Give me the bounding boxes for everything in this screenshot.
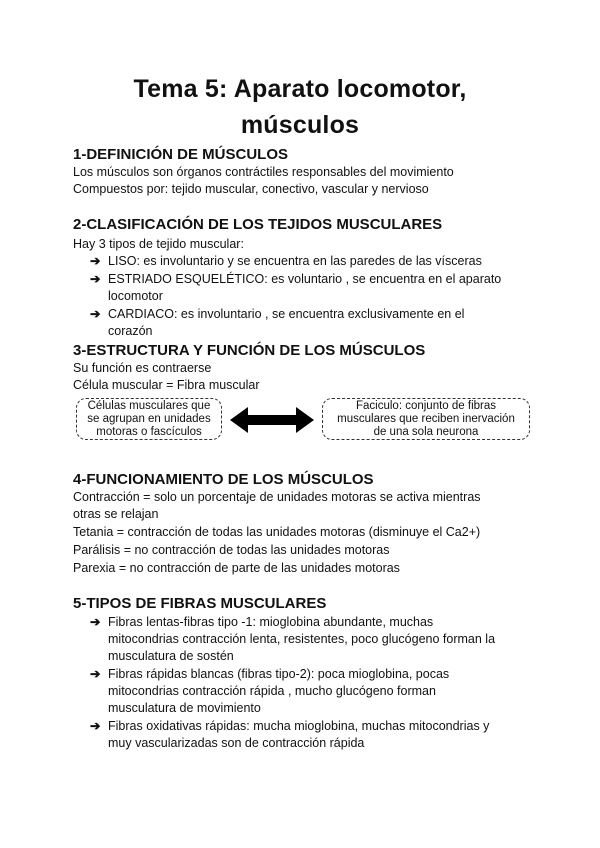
arrow-bullet-icon: ➔ [90,272,101,286]
section5-bullet-line: Fibras rápidas blancas (fibras tipo-2): poca mioglobina, pocas [108,667,450,681]
section5-bullet-line: mitocondrias contracción lenta, resistentes, poco glucógeno forman la [108,632,496,646]
section4-line: Parálisis = no contracción de todas las unidades motoras [73,543,390,557]
arrow-bullet-icon: ➔ [90,254,101,268]
section2-bullet-line: ESTRIADO ESQUELÉTICO: es voluntario , se encuentra en el aparato [108,272,502,286]
concept-box-left [76,398,222,440]
section4-line: Parexia = no contracción de parte de las unidades motoras [73,561,400,575]
section2-bullet-line: LISO: es involuntario y se encuentra en las paredes de las vísceras [108,254,482,268]
section5-bullet-line: Fibras lentas-fibras tipo -1: mioglobina abundante, muchas [108,615,434,629]
section4-line: otras se relajan [73,507,159,521]
arrow-bullet-icon: ➔ [90,307,101,321]
box-left-line: se agrupan en unidades [87,412,211,425]
section5-bullet-line: Fibras oxidativas rápidas: mucha mioglobina, muchas mitocondrias y [108,719,490,733]
section5-bullet-line: musculatura de sostén [108,649,234,663]
section1-line: Los músculos son órganos contráctiles responsables del movimiento [73,165,454,179]
section1-heading: 1-DEFINICIÓN DE MÚSCULOS [73,146,289,163]
arrow-bullet-icon: ➔ [90,667,101,681]
box-left-line: motoras o fascículos [96,425,202,438]
double-arrow-icon [228,404,316,436]
section2-bullet-line: locomotor [108,289,163,303]
section2-heading: 2-CLASIFICACIÓN DE LOS TEJIDOS MUSCULARES [73,216,443,233]
section3-line: Su función es contraerse [73,361,212,375]
section5-bullet-line: musculatura de movimiento [108,701,261,715]
arrow-bullet-icon: ➔ [90,615,101,629]
section1-line: Compuestos por: tejido muscular, conectivo, vascular y nervioso [73,182,429,196]
section5-bullet-line: muy vascularizadas son de contracción rápida [108,736,365,750]
box-right-line: musculares que reciben inervación [337,412,515,425]
section2-bullet-line: corazón [108,324,153,338]
section4-line: Tetania = contracción de todas las unidades motoras (disminuye el Ca2+) [73,525,481,539]
section4-heading: 4-FUNCIONAMIENTO DE LOS MÚSCULOS [73,471,374,488]
section4-line: Contracción = solo un porcentaje de unidades motoras se activa mientras [73,490,481,504]
section5-heading: 5-TIPOS DE FIBRAS MUSCULARES [73,595,327,612]
page-title-line2: músculos [240,111,360,139]
box-right-line: de una sola neurona [373,425,479,438]
section3-line: Célula muscular = Fibra muscular [73,378,260,392]
section2-intro: Hay 3 tipos de tejido muscular: [73,237,244,251]
concept-box-right [322,398,530,440]
section5-bullet-line: mitocondrias contracción rápida , mucho glucógeno forman [108,684,436,698]
arrow-bullet-icon: ➔ [90,719,101,733]
page-title-line1: Tema 5: Aparato locomotor, [133,75,467,103]
section3-heading: 3-ESTRUCTURA Y FUNCIÓN DE LOS MÚSCULOS [73,342,426,359]
box-left-line: Células musculares que [87,399,211,412]
section2-bullet-line: CARDIACO: es involuntario , se encuentra exclusivamente en el [108,307,465,321]
box-right-line: Faciculo: conjunto de fibras [356,399,496,412]
